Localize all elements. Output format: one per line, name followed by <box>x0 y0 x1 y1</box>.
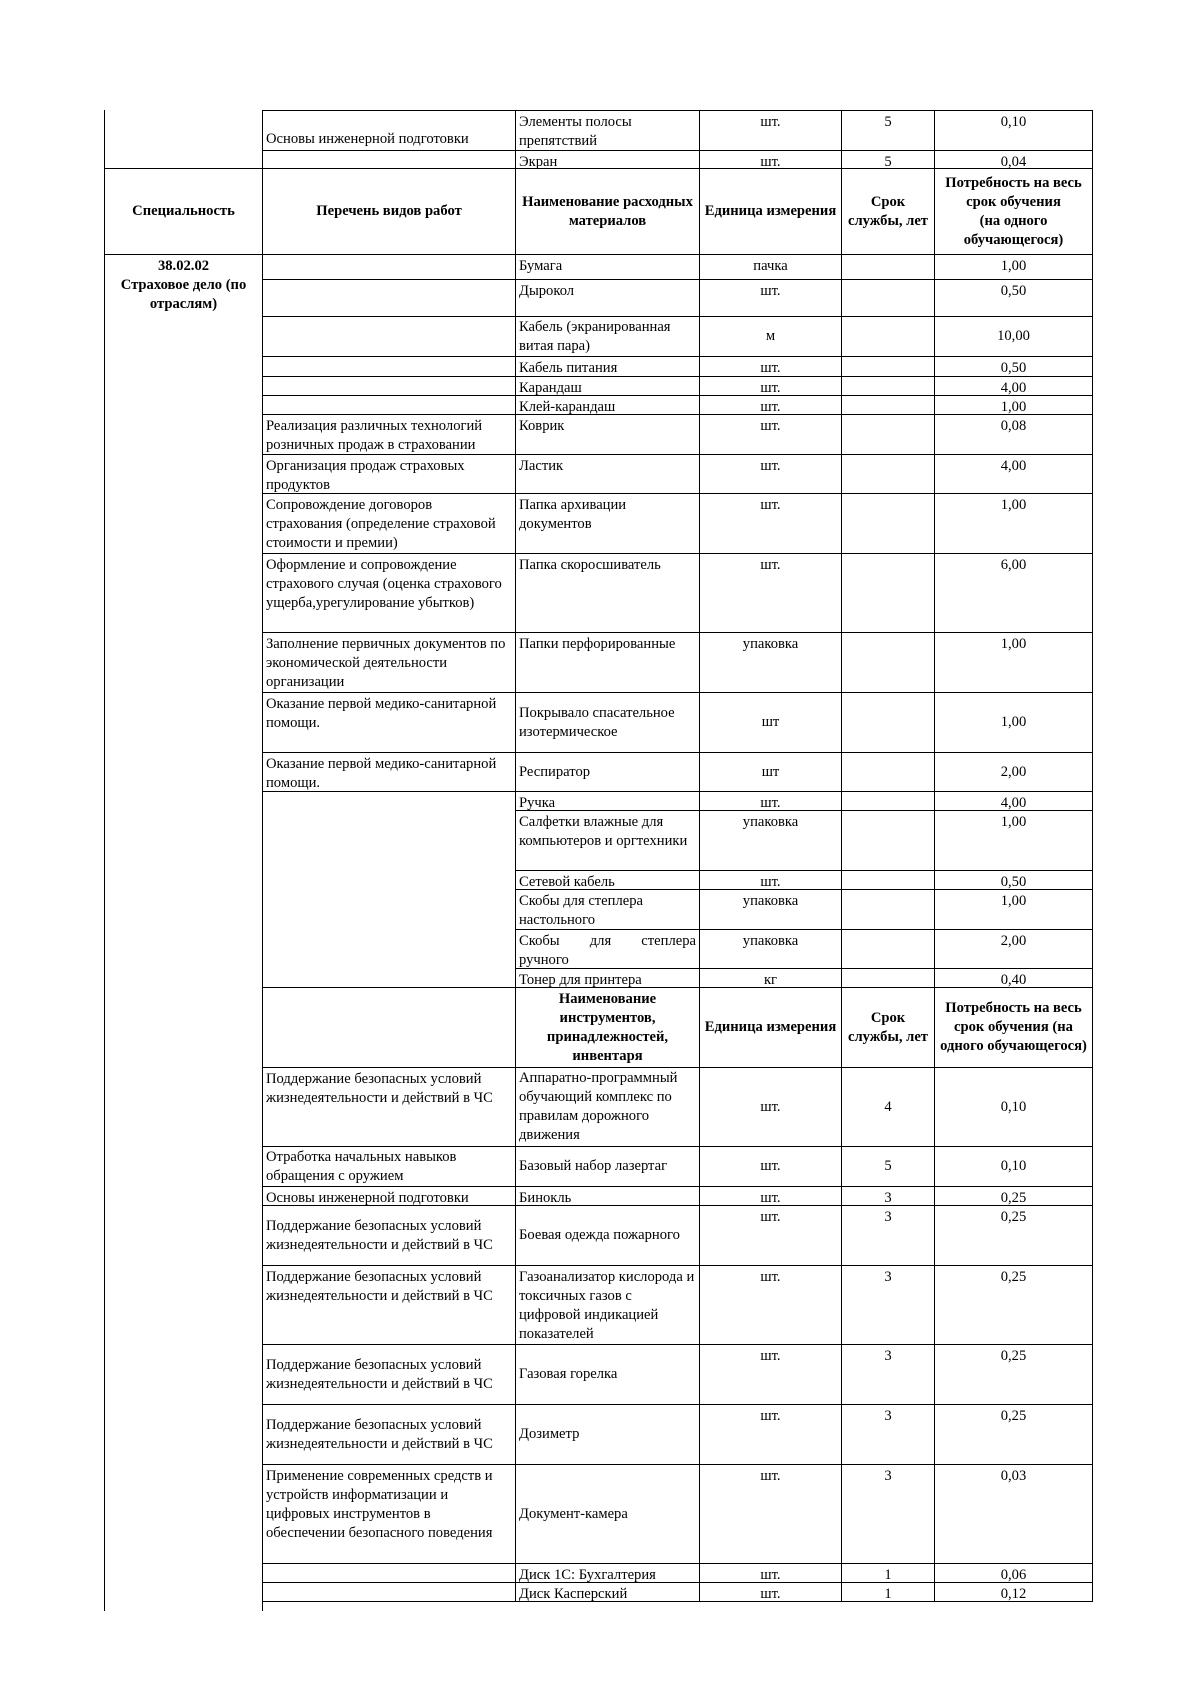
work-type-cell <box>263 255 515 279</box>
unit-cell: шт. <box>760 1190 781 1205</box>
table-rule <box>515 1067 516 1602</box>
service-life-cell <box>842 377 934 395</box>
tool-name-cell: Документ-камера <box>519 1505 628 1522</box>
unit-cell: шт. <box>760 1586 781 1601</box>
table-rule <box>262 254 263 988</box>
work-type-cell: Оказание первой медико-санитарной помощи. <box>266 756 497 791</box>
unit-cell: шт. <box>760 795 781 810</box>
work-type-cell: Применение современных средств и устройств информатизации и цифровых инструментов в обеспечении безопасного поведения <box>266 1468 493 1541</box>
work-type-cell: Поддержание безопасных условий жизнедеятельности и действий в ЧС <box>266 1416 493 1452</box>
unit-cell: шт. <box>760 1098 781 1115</box>
requirement-cell: 0,08 <box>1000 418 1027 434</box>
requirement-cell: 1,00 <box>1000 399 1027 414</box>
tool-name-cell: Бинокль <box>519 1190 572 1205</box>
requirement-cell: 10,00 <box>997 328 1030 344</box>
requirement-cell: 0,10 <box>1000 1098 1027 1115</box>
material-name-cell: Клей-карандаш <box>519 399 616 414</box>
unit-cell: шт. <box>760 1348 781 1364</box>
work-type-cell: Организация продаж страховых продуктов <box>266 458 465 493</box>
table-rule <box>699 1067 700 1602</box>
unit-cell: шт. <box>760 418 781 434</box>
unit-cell: шт. <box>760 557 781 573</box>
table-rule <box>841 1067 842 1602</box>
requirement-cell: 1,00 <box>1000 636 1027 652</box>
work-type-cell: Сопровождение договоров страхования (определение страховой стоимости и премии) <box>266 497 496 551</box>
work-type-cell: Поддержание безопасных условий жизнедеятельности и действий в ЧС <box>266 1071 493 1106</box>
unit-cell: шт. <box>760 1408 781 1424</box>
unit-cell: шт. <box>760 1209 781 1225</box>
tool-name-cell: Газовая горелка <box>519 1366 618 1382</box>
requirement-cell: 1,00 <box>1000 714 1027 730</box>
requirement-cell: 0,50 <box>1000 360 1027 376</box>
unit-cell: упаковка <box>742 893 799 909</box>
material-name-cell: Скобы для степлера ручного <box>519 933 696 968</box>
material-name-cell: Экран <box>519 154 558 168</box>
unit-cell: упаковка <box>742 814 799 830</box>
material-name-cell: Карандаш <box>519 380 582 395</box>
requirement-cell: 1,00 <box>1000 814 1027 830</box>
material-name-cell: Ластик <box>519 458 564 474</box>
work-type-cell <box>263 396 515 414</box>
requirement-cell: 1,00 <box>1000 497 1027 513</box>
unit-cell: м <box>765 328 776 344</box>
work-type-cell: Реализация различных технологий розничных продаж в страховании <box>266 418 483 453</box>
material-name-cell: Папка архивации документов <box>519 497 627 532</box>
service-life-cell <box>842 693 934 752</box>
requirement-cell: 0,50 <box>1000 283 1027 299</box>
service-life-cell <box>842 890 934 929</box>
unit-cell: шт. <box>760 1269 781 1285</box>
work-type-cell <box>263 377 515 395</box>
requirement-cell: 4,00 <box>1000 795 1027 810</box>
service-life-cell: 3 <box>884 1468 892 1484</box>
unit-cell: шт. <box>760 399 781 414</box>
table-rule <box>934 1067 935 1602</box>
column-header-consumables: Наименование расходных материалов <box>522 193 693 229</box>
table-rule <box>262 1067 263 1611</box>
unit-cell: шт. <box>760 283 781 299</box>
specialty-code: 38.02.02 <box>157 258 210 274</box>
tool-name-cell: Аппаратно-программный обучающий комплекс по правилам дорожного движения <box>519 1070 678 1143</box>
unit-cell: шт <box>761 763 780 780</box>
table-rule <box>1092 168 1093 255</box>
work-type-cell <box>263 1583 515 1601</box>
service-life-cell <box>842 255 934 279</box>
table-rule <box>699 254 700 988</box>
requirement-cell: 0,50 <box>1000 874 1027 889</box>
requirement-cell: 1,00 <box>1000 258 1027 274</box>
column-header-requirement: Потребность на весь срок обучения (на одного обучающегося) <box>945 174 1082 248</box>
material-name-cell: Ручка <box>519 795 556 810</box>
requirement-cell: 0,10 <box>1000 114 1027 130</box>
material-name-cell: Салфетки влажные для компьютеров и оргтехники <box>519 814 688 849</box>
table-rule <box>1092 1067 1093 1602</box>
service-life-cell: 1 <box>884 1586 892 1601</box>
material-name-cell: Тонер для принтера <box>519 972 642 987</box>
service-life-cell <box>842 753 934 791</box>
service-life-cell <box>842 415 934 454</box>
service-life-cell <box>842 396 934 414</box>
work-type-cell: Основы инженерной подготовки <box>266 1190 469 1205</box>
tools-header-requirement: Потребность на весь срок обучения (на одного обучающегося) <box>940 1000 1087 1054</box>
material-name-cell: Покрывало спасательное изотермическое <box>519 704 675 740</box>
service-life-cell <box>842 633 934 692</box>
table-rule <box>515 254 516 988</box>
requirement-cell: 4,00 <box>1000 458 1027 474</box>
requirement-cell: 2,00 <box>1000 763 1027 780</box>
work-type-cell <box>263 317 515 356</box>
requirement-cell: 0,25 <box>1000 1348 1027 1364</box>
service-life-cell: 3 <box>884 1209 892 1225</box>
table-left-border <box>104 110 105 1611</box>
table-rule <box>1092 254 1093 988</box>
tools-header-service-life: Срок службы, лет <box>848 1009 928 1045</box>
requirement-cell: 1,00 <box>1000 893 1027 909</box>
tool-name-cell: Диск Касперский <box>519 1586 628 1601</box>
work-type-cell: Заполнение первичных документов по экономической деятельности организации <box>266 636 506 690</box>
service-life-cell <box>842 357 934 376</box>
table-rule <box>1092 110 1093 169</box>
tool-name-cell: Базовый набор лазертаг <box>519 1158 668 1174</box>
table-rule <box>841 254 842 988</box>
table-rule <box>934 254 935 988</box>
material-name-cell: Элементы полосы препятствий <box>519 114 632 149</box>
tool-name-cell: Дозиметр <box>519 1426 580 1442</box>
unit-cell: кг <box>763 972 778 987</box>
service-life-cell <box>842 811 934 870</box>
work-type-cell: Поддержание безопасных условий жизнедеятельности и действий в ЧС <box>266 1356 493 1392</box>
requirement-cell: 0,25 <box>1000 1209 1027 1225</box>
column-header-work-types: Перечень видов работ <box>316 203 462 219</box>
requirement-cell: 0,12 <box>1000 1586 1027 1601</box>
service-life-cell: 1 <box>884 1567 892 1582</box>
service-life-cell: 3 <box>884 1190 892 1205</box>
work-type-cell <box>263 357 515 376</box>
tools-header-unit: Единица измерения <box>704 1019 837 1035</box>
table-rule <box>262 1601 1093 1602</box>
unit-cell: шт. <box>760 1158 781 1174</box>
material-name-cell: Папки перфорированные <box>519 636 676 652</box>
material-name-cell: Скобы для степлера настольного <box>519 893 644 928</box>
tool-name-cell: Диск 1С: Бухгалтерия <box>519 1567 656 1582</box>
column-header-unit: Единица измерения <box>704 203 837 219</box>
service-life-cell: 5 <box>884 154 892 168</box>
material-name-cell: Папка скоросшиватель <box>519 557 661 573</box>
service-life-cell <box>842 455 934 493</box>
work-type-cell: Отработка начальных навыков обращения с оружием <box>266 1148 457 1184</box>
service-life-cell: 3 <box>884 1269 892 1285</box>
column-header-specialty: Специальность <box>132 203 235 219</box>
unit-cell: упаковка <box>742 636 799 652</box>
requirement-cell: 0,03 <box>1000 1468 1027 1484</box>
service-life-cell: 3 <box>884 1408 892 1424</box>
table-rule <box>1092 987 1093 1068</box>
unit-cell: шт. <box>760 874 781 889</box>
material-name-cell: Кабель питания <box>519 360 618 376</box>
service-life-cell <box>842 280 934 316</box>
unit-cell: шт. <box>760 458 781 474</box>
material-name-cell: Кабель (экранированная витая пара) <box>519 318 671 354</box>
service-life-cell <box>842 792 934 810</box>
column-header-service-life: Срок службы, лет <box>848 193 928 229</box>
unit-cell: шт. <box>760 1468 781 1484</box>
service-life-cell <box>842 317 934 356</box>
work-type-cell: Поддержание безопасных условий жизнедеятельности и действий в ЧС <box>266 1269 493 1304</box>
tool-name-cell: Газоанализатор кислорода и токсичных газов с цифровой индикацией показателей <box>519 1269 695 1342</box>
unit-cell: шт <box>761 714 780 730</box>
material-name-cell: Дырокол <box>519 283 575 299</box>
requirement-cell: 0,10 <box>1000 1158 1027 1174</box>
requirement-cell: 0,25 <box>1000 1408 1027 1424</box>
tools-header-name: Наименование инструментов, принадлежностей, инвентаря <box>546 990 669 1064</box>
requirement-cell: 0,06 <box>1000 1567 1027 1582</box>
unit-cell: пачка <box>753 258 788 274</box>
work-type-cell <box>263 1564 515 1582</box>
requirement-cell: 4,00 <box>1000 380 1027 395</box>
work-type-cell: Основы инженерной подготовки <box>266 131 469 147</box>
requirement-cell: 0,40 <box>1000 972 1027 987</box>
service-life-cell <box>842 930 934 968</box>
service-life-cell <box>842 969 934 987</box>
service-life-cell <box>842 871 934 889</box>
requirement-cell: 0,04 <box>1000 154 1027 168</box>
work-type-cell: Поддержание безопасных условий жизнедеятельности и действий в ЧС <box>266 1217 493 1253</box>
merged-work-cell <box>263 792 515 987</box>
service-life-cell <box>842 494 934 553</box>
unit-cell: упаковка <box>742 933 799 949</box>
service-life-cell: 5 <box>884 114 892 130</box>
requirement-cell: 2,00 <box>1000 933 1027 949</box>
service-life-cell: 4 <box>884 1098 892 1115</box>
unit-cell: шт. <box>760 114 781 130</box>
unit-cell: шт. <box>760 154 781 168</box>
work-type-cell <box>263 280 515 316</box>
table-rule <box>262 987 263 1068</box>
unit-cell: шт. <box>760 497 781 513</box>
work-type-cell: Оказание первой медико-санитарной помощи. <box>266 696 497 731</box>
material-name-cell: Респиратор <box>519 763 591 780</box>
specialty-name: Страховое дело (по отраслям) <box>120 277 247 312</box>
requirement-cell: 0,25 <box>1000 1190 1027 1205</box>
service-life-cell <box>842 554 934 632</box>
tool-name-cell: Боевая одежда пожарного <box>519 1227 680 1243</box>
requirement-cell: 6,00 <box>1000 557 1027 573</box>
unit-cell: шт. <box>760 1567 781 1582</box>
material-name-cell: Сетевой кабель <box>519 874 615 889</box>
work-type-cell: Оформление и сопровождение страхового случая (оценка страхового ущерба,урегулирование убытков) <box>266 557 502 611</box>
material-name-cell: Бумага <box>519 258 563 274</box>
unit-cell: шт. <box>760 380 781 395</box>
material-name-cell: Коврик <box>519 418 565 434</box>
service-life-cell: 3 <box>884 1348 892 1364</box>
unit-cell: шт. <box>760 360 781 376</box>
requirement-cell: 0,25 <box>1000 1269 1027 1285</box>
service-life-cell: 5 <box>884 1158 892 1174</box>
